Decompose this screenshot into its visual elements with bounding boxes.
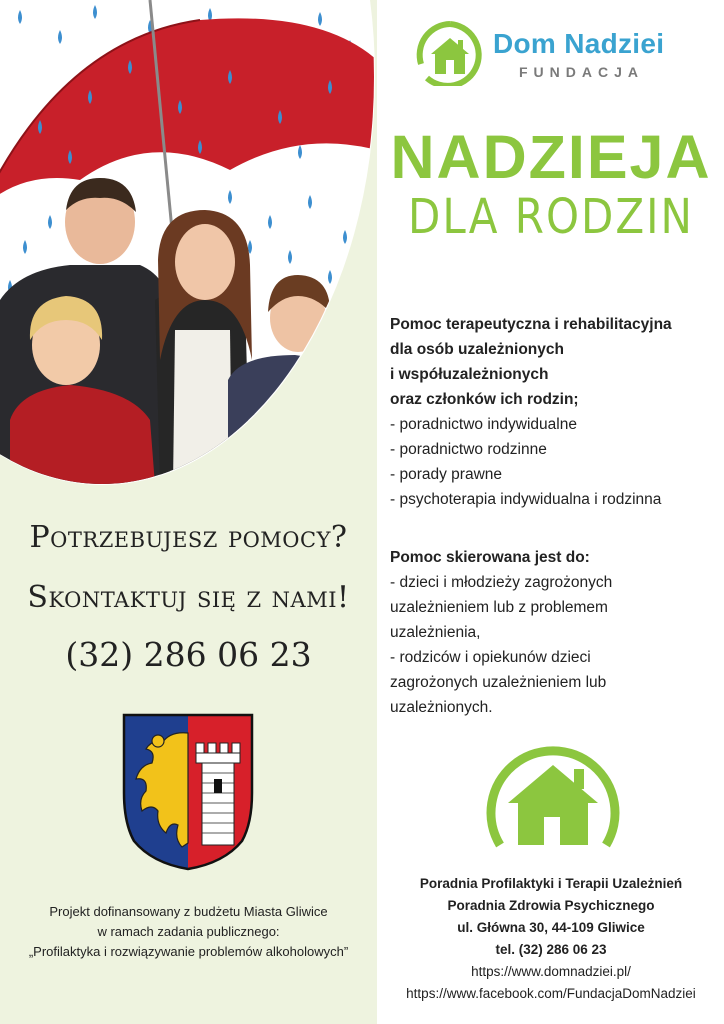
house-icon bbox=[482, 733, 624, 851]
service-item: - poradnictwo indywidualne bbox=[390, 416, 577, 433]
cta-need-help: Potrzebujesz pomocy? bbox=[29, 520, 348, 555]
project-line-1: Projekt dofinansowany z budżetu Miasta Gliwice bbox=[49, 904, 328, 919]
contact-phone[interactable]: tel. (32) 286 06 23 bbox=[495, 942, 607, 957]
facebook-link[interactable]: https://www.facebook.com/FundacjaDomNadziei bbox=[406, 986, 696, 1001]
target-line: zagrożonych uzależnieniem lub bbox=[390, 674, 607, 691]
dom-nadziei-logo[interactable] bbox=[415, 20, 685, 88]
target-line: uzależnieniem lub z problemem bbox=[390, 599, 608, 616]
cta-contact-us: Skontaktuj się z nami! bbox=[27, 580, 350, 615]
contact-address: ul. Główna 30, 44-109 Gliwice bbox=[457, 920, 645, 935]
cta-phone-number[interactable]: (32) 286 06 23 bbox=[65, 635, 312, 674]
contact-info bbox=[378, 873, 724, 1005]
target-groups bbox=[390, 545, 710, 720]
tower-icon bbox=[196, 743, 240, 845]
website-link[interactable]: https://www.domnadziei.pl/ bbox=[471, 964, 631, 979]
target-line: - rodziców i opiekunów dzieci bbox=[390, 649, 591, 666]
project-line-2: w ramach zadania publicznego: bbox=[97, 924, 280, 939]
subheadline: DLA RODZIN bbox=[408, 188, 694, 245]
services-description bbox=[390, 312, 720, 512]
logo-subtitle: FUNDACJA bbox=[519, 64, 644, 80]
contact-clinic-1: Poradnia Profilaktyki i Terapii Uzależnień bbox=[419, 876, 683, 891]
target-heading: Pomoc skierowana jest do: bbox=[390, 549, 590, 566]
service-item: - porady prawne bbox=[390, 466, 503, 483]
service-item: - psychoterapia indywidualna i rodzinna bbox=[390, 491, 662, 508]
gliwice-coat-of-arms-icon bbox=[122, 713, 254, 871]
service-item: - poradnictwo rodzinne bbox=[390, 441, 547, 458]
headline: NADZIEJA bbox=[390, 123, 712, 191]
services-intro-line: i współuzależnionych bbox=[390, 366, 549, 383]
project-funding-note bbox=[0, 902, 377, 962]
services-intro-line: dla osób uzależnionych bbox=[390, 341, 564, 358]
services-intro-line: oraz członków ich rodzin; bbox=[390, 391, 579, 408]
family-umbrella-photo bbox=[0, 0, 377, 485]
house-logo-icon bbox=[415, 20, 485, 86]
project-line-3: „Profilaktyka i rozwiązywanie problemów alkoholowych” bbox=[28, 944, 349, 959]
contact-clinic-2: Poradnia Zdrowia Psychicznego bbox=[447, 898, 655, 913]
target-line: uzależnionych. bbox=[390, 699, 493, 716]
target-line: - dzieci i młodzieży zagrożonych bbox=[390, 574, 613, 591]
target-line: uzależnienia, bbox=[390, 624, 481, 641]
services-intro-line: Pomoc terapeutyczna i rehabilitacyjna bbox=[390, 316, 672, 333]
logo-name: Dom Nadziei bbox=[493, 28, 665, 59]
